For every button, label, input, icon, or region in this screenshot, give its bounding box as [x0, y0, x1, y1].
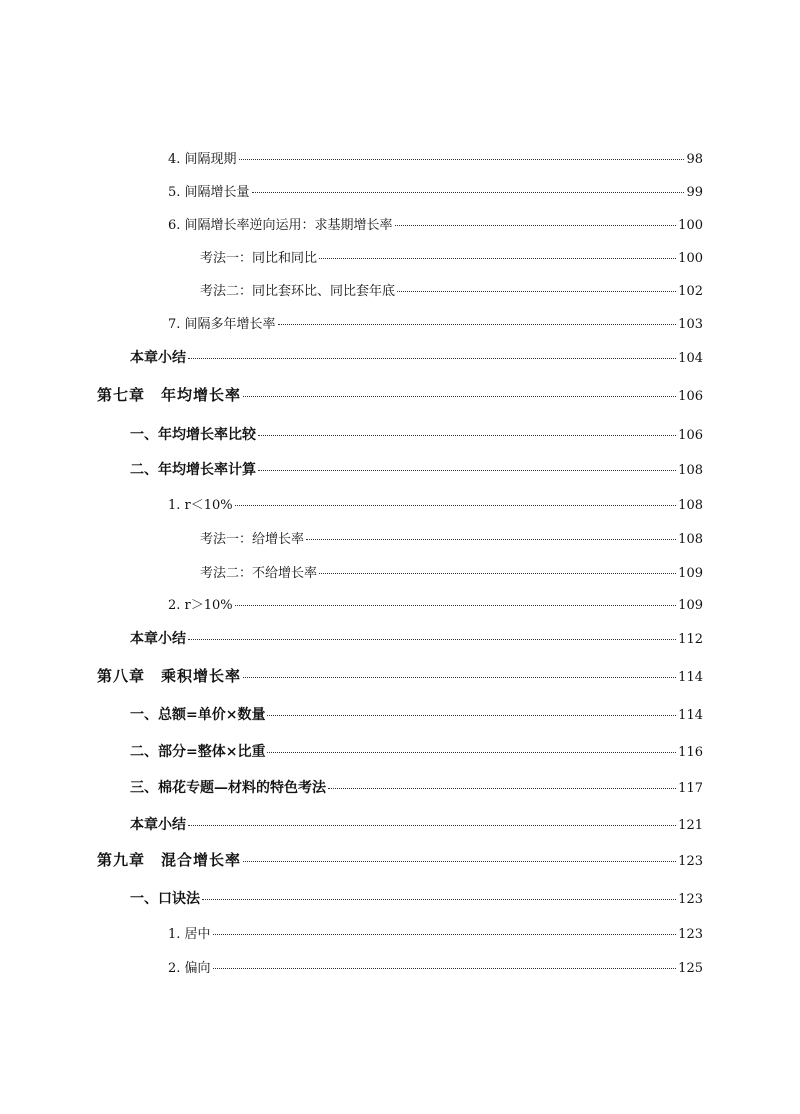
- toc-entry-page: 106: [678, 389, 703, 404]
- toc-entry[interactable]: [168, 313, 703, 332]
- toc-entry-page: 102: [678, 284, 703, 299]
- toc-entry-label: 二、年均增长率计算: [130, 462, 256, 478]
- toc-entry-page: 98: [686, 152, 703, 167]
- dot-leader: [319, 258, 676, 259]
- toc-entry[interactable]: [168, 214, 703, 233]
- toc-entry[interactable]: [97, 849, 703, 870]
- toc-entry[interactable]: [130, 814, 703, 834]
- toc-entry[interactable]: [200, 528, 703, 547]
- toc-entry[interactable]: [200, 280, 703, 299]
- toc-entry-page: 106: [678, 428, 703, 443]
- toc-entry[interactable]: [130, 347, 703, 367]
- toc-entry-page: 108: [678, 532, 703, 547]
- toc-entry-label: 2. 偏向: [168, 961, 211, 976]
- dot-leader: [395, 225, 677, 226]
- dot-leader: [397, 291, 676, 292]
- toc-entry[interactable]: [130, 628, 703, 648]
- toc-entry-page: 108: [678, 463, 703, 478]
- toc-entry[interactable]: [168, 957, 703, 976]
- toc-entry-label: 一、口诀法: [130, 891, 200, 907]
- toc-entry-page: 117: [678, 781, 703, 796]
- toc-entry-label: 1. r＜10%: [168, 498, 233, 513]
- toc-entry[interactable]: [168, 594, 703, 613]
- toc-entry[interactable]: [97, 665, 703, 686]
- toc-entry-label: 第七章 年均增长率: [97, 386, 242, 404]
- toc-entry-label: 一、总额=单价×数量: [130, 707, 266, 723]
- toc-entry-label: 4. 间隔现期: [168, 152, 237, 167]
- toc-entry-label: 6. 间隔增长率逆向运用：求基期增长率: [168, 218, 393, 233]
- dot-leader: [328, 788, 676, 789]
- toc-entry[interactable]: [168, 181, 703, 200]
- toc-entry[interactable]: [168, 148, 703, 167]
- toc-entry[interactable]: [200, 247, 703, 266]
- dot-leader: [243, 861, 676, 862]
- toc-entry-label: 1. 居中: [168, 927, 211, 942]
- toc-entry-label: 第九章 混合增长率: [97, 851, 242, 869]
- toc-entry-label: 三、棉花专题—材料的特色考法: [130, 780, 326, 796]
- dot-leader: [235, 605, 677, 606]
- dot-leader: [306, 539, 676, 540]
- toc-entry-page: 123: [678, 892, 703, 907]
- dot-leader: [188, 639, 676, 640]
- toc-entry-label: 一、年均增长率比较: [130, 427, 256, 443]
- toc-entry-page: 123: [678, 927, 703, 942]
- toc-entry-label: 2. r＞10%: [168, 598, 233, 613]
- toc-entry[interactable]: [130, 777, 703, 797]
- toc-entry-page: 109: [678, 598, 703, 613]
- toc-entry[interactable]: [168, 923, 703, 942]
- toc-entry-page: 125: [678, 961, 703, 976]
- toc-entry[interactable]: [130, 704, 703, 724]
- dot-leader: [243, 396, 676, 397]
- dot-leader: [243, 677, 676, 678]
- toc-entry-label: 本章小结: [130, 817, 186, 833]
- toc-entry-page: 100: [678, 251, 703, 266]
- toc-entry-page: 114: [678, 708, 703, 723]
- toc-entry[interactable]: [130, 424, 703, 444]
- toc-entry-label: 5. 间隔增长量: [168, 185, 250, 200]
- dot-leader: [319, 573, 676, 574]
- dot-leader: [213, 934, 677, 935]
- toc-entry-page: 109: [678, 566, 703, 581]
- toc-entry-page: 108: [678, 498, 703, 513]
- dot-leader: [188, 358, 676, 359]
- dot-leader: [239, 159, 685, 160]
- toc-entry[interactable]: [130, 741, 703, 761]
- dot-leader: [235, 505, 677, 506]
- toc-entry-page: 100: [678, 218, 703, 233]
- toc-entry[interactable]: [130, 888, 703, 908]
- toc-entry-label: 考法二：不给增长率: [200, 566, 318, 581]
- toc-entry-label: 二、部分=整体×比重: [130, 744, 266, 760]
- dot-leader: [267, 715, 676, 716]
- dot-leader: [267, 752, 676, 753]
- toc-entry-label: 第八章 乘积增长率: [97, 667, 242, 685]
- toc-entry-label: 7. 间隔多年增长率: [168, 317, 276, 332]
- toc-entry-page: 103: [678, 317, 703, 332]
- toc-entry-page: 99: [686, 185, 703, 200]
- toc-entry[interactable]: [97, 384, 703, 405]
- dot-leader: [252, 192, 685, 193]
- toc-entry-label: 考法一：同比和同比: [200, 251, 318, 266]
- toc-entry[interactable]: [168, 494, 703, 513]
- dot-leader: [202, 899, 676, 900]
- toc-entry-page: 121: [678, 818, 703, 833]
- toc-entry-label: 考法二：同比套环比、同比套年底: [200, 284, 396, 299]
- dot-leader: [258, 470, 676, 471]
- toc-entry[interactable]: [200, 562, 703, 581]
- toc-entry-page: 116: [678, 745, 703, 760]
- toc-entry-label: 考法一：给增长率: [200, 532, 305, 547]
- toc-entry-page: 123: [678, 854, 703, 869]
- toc-entry-label: 本章小结: [130, 350, 186, 366]
- toc-entry-page: 112: [678, 632, 703, 647]
- dot-leader: [278, 324, 677, 325]
- dot-leader: [213, 968, 677, 969]
- toc-entry-label: 本章小结: [130, 631, 186, 647]
- dot-leader: [188, 825, 676, 826]
- toc-entry-page: 104: [678, 351, 703, 366]
- dot-leader: [258, 435, 676, 436]
- toc-entry[interactable]: [130, 459, 703, 479]
- toc-entry-page: 114: [678, 670, 703, 685]
